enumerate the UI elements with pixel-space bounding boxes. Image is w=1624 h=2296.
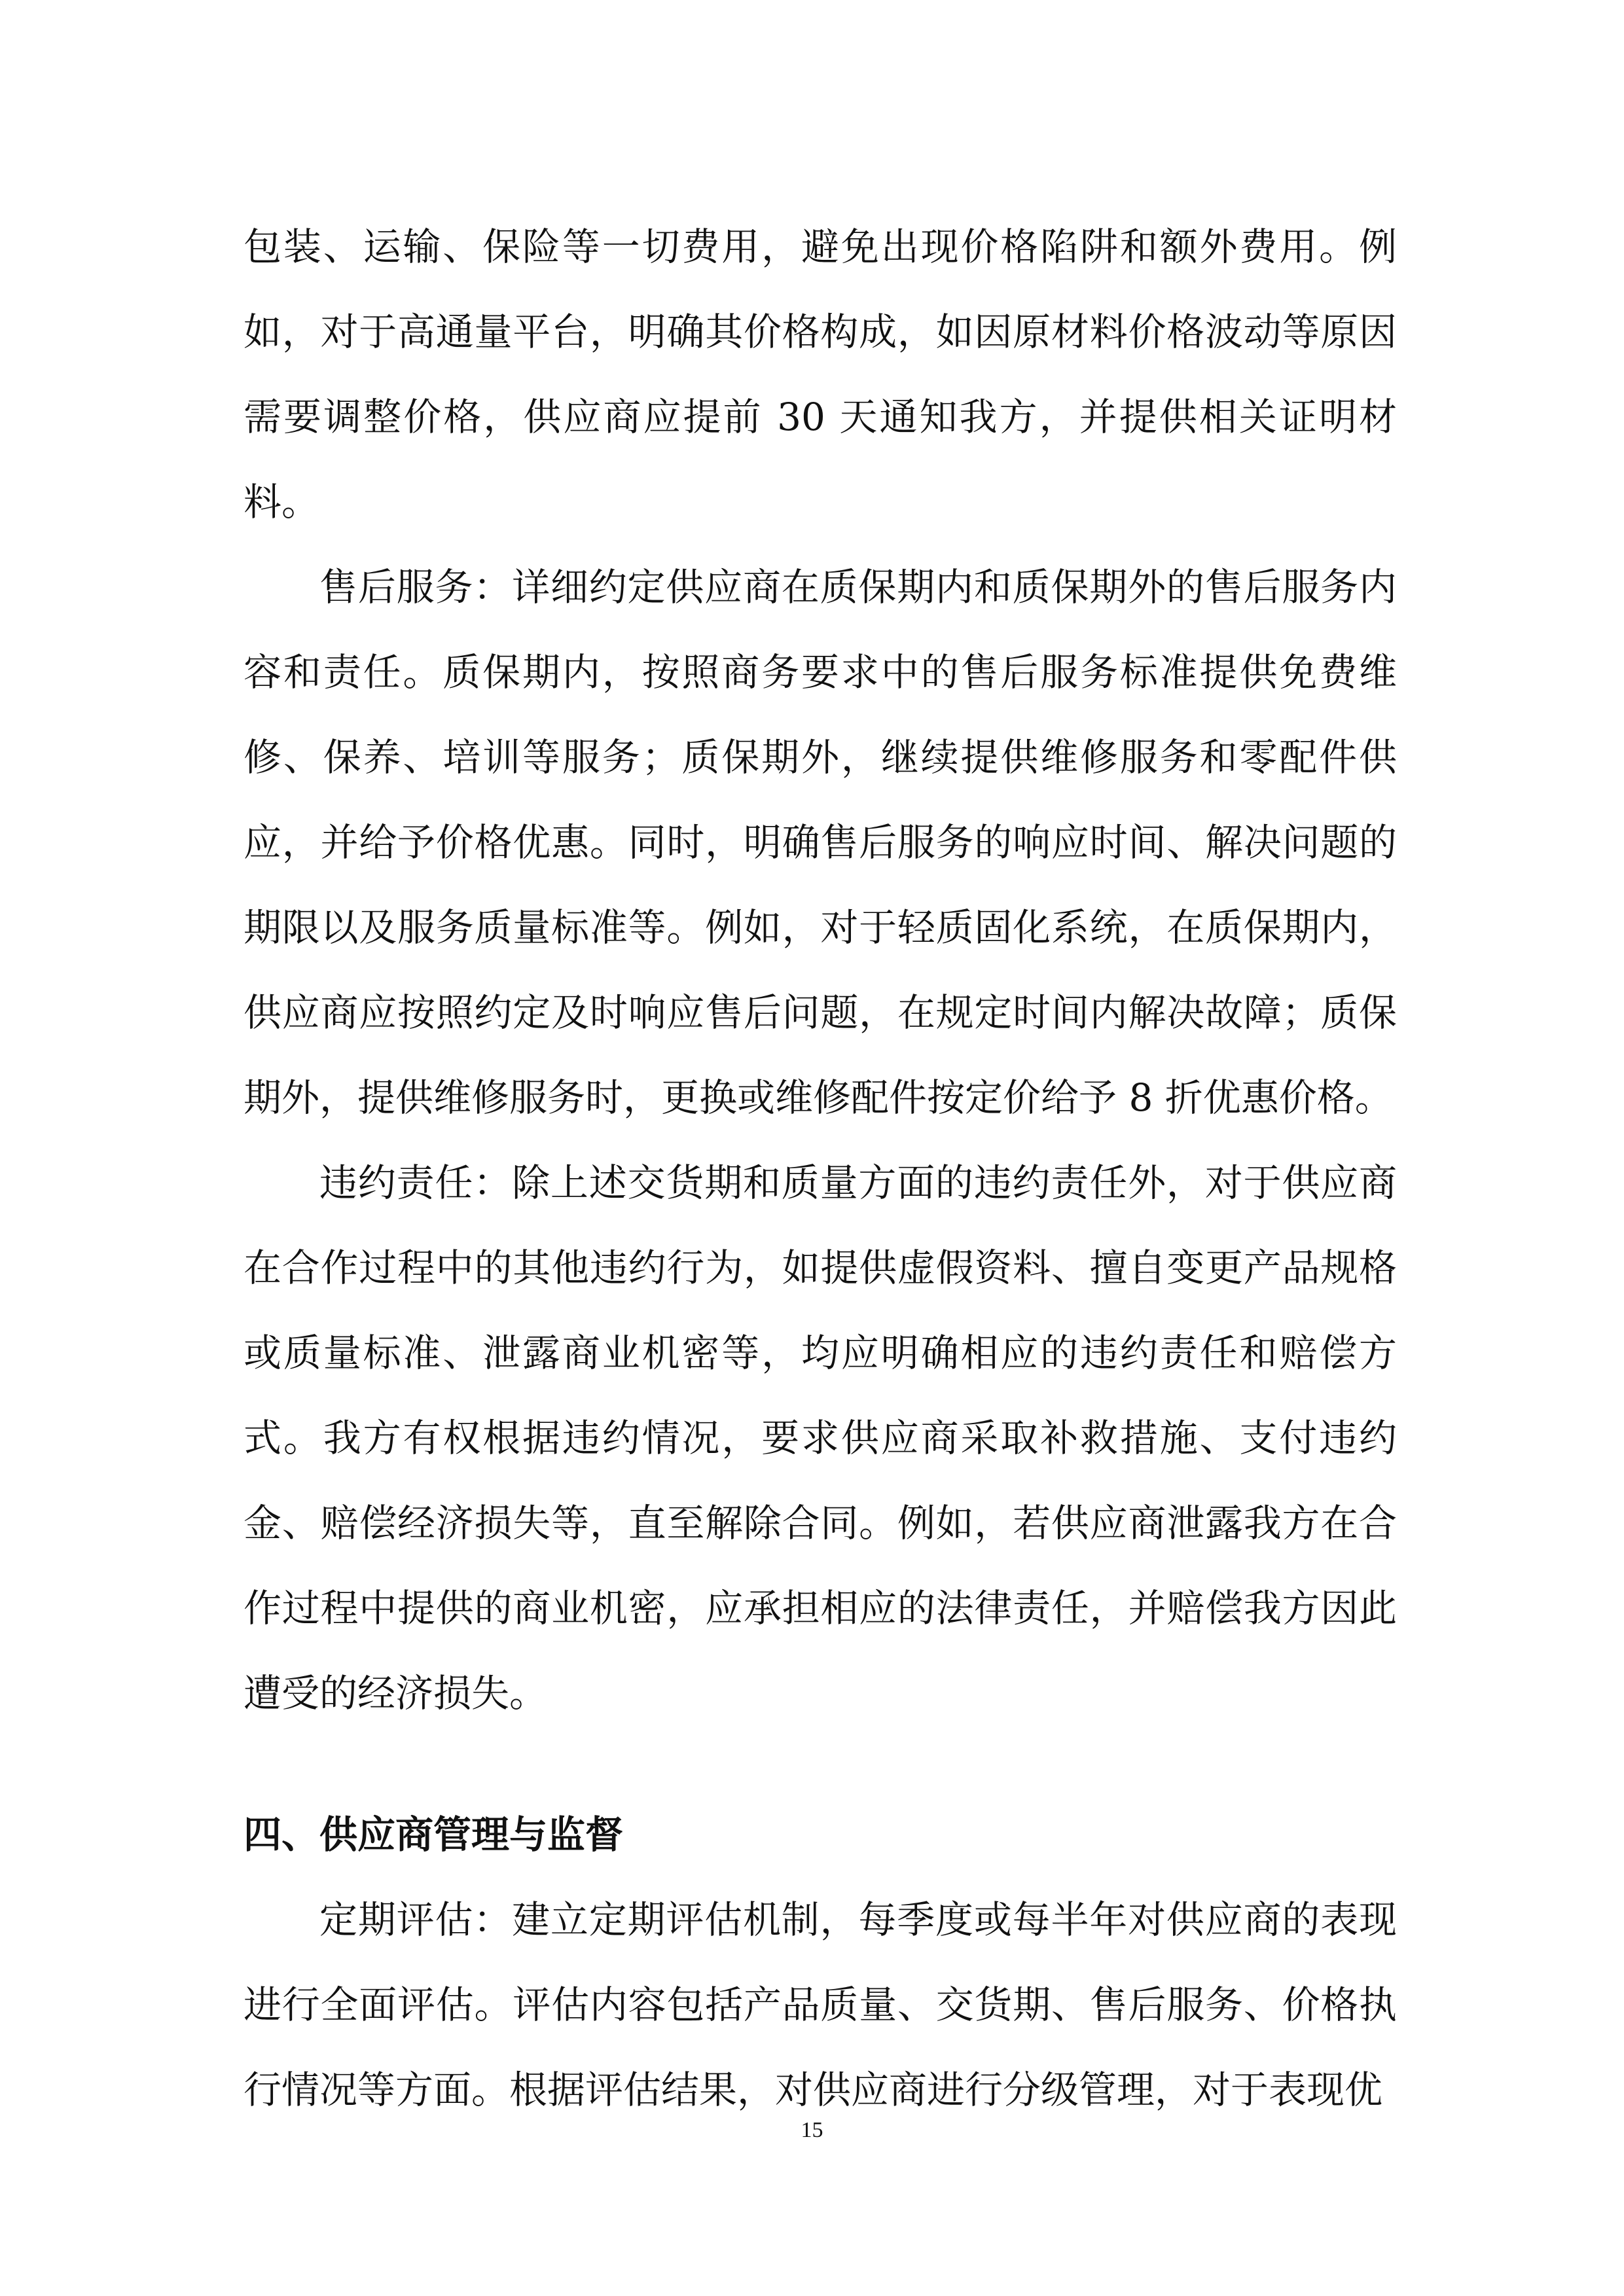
page-number: 15 [801, 2118, 823, 2142]
paragraph-after-sales-service: 售后服务：详细约定供应商在质保期内和质保期外的售后服务内容和责任。质保期内，按照商务要求中的售后服务标准提供免费维修、保养、培训等服务；质保期外，继续提供维修服务和零配件供应，并给予价格优惠。同时，明确售后服务的响应时间、解决问题的期限以及服务质量标准等。例如，对于轻质固化系统，在质保期内，供应商应按照约定及时响应售后问题，在规定时间内解决故障；质保期外，提供维修服务时，更换或维修配件按定价给予 8 折优惠价格。 [244, 565, 1397, 1120]
paragraph-breach-liability: 违约责任：除上述交货期和质量方面的违约责任外，对于供应商在合作过程中的其他违约行为，如提供虚假资料、擅自变更产品规格或质量标准、泄露商业机密等，均应明确相应的违约责任和赔偿方式。我方有权根据违约情况，要求供应商采取补救措施、支付违约金、赔偿经济损失等，直至解除合同。例如，若供应商泄露我方在合作过程中提供的商业机密，应承担相应的法律责任，并赔偿我方因此遭受的经济损失。 [244, 1160, 1397, 1715]
paragraph-price-terms: 包装、运输、保险等一切费用，避免出现价格陷阱和额外费用。例如，对于高通量平台，明确其价格构成，如因原材料价格波动等原因需要调整价格，供应商应提前 30 天通知我方，并提供相关证明材料。 [244, 224, 1397, 524]
paragraph-periodic-evaluation: 定期评估：建立定期评估机制，每季度或每半年对供应商的表现进行全面评估。评估内容包括产品质量、交货期、售后服务、价格执行情况等方面。根据评估结果，对供应商进行分级管理，对于表现优 [244, 1897, 1397, 2112]
page-body [244, 204, 1397, 2132]
section-heading: 四、供应商管理与监督 [244, 1812, 624, 1857]
